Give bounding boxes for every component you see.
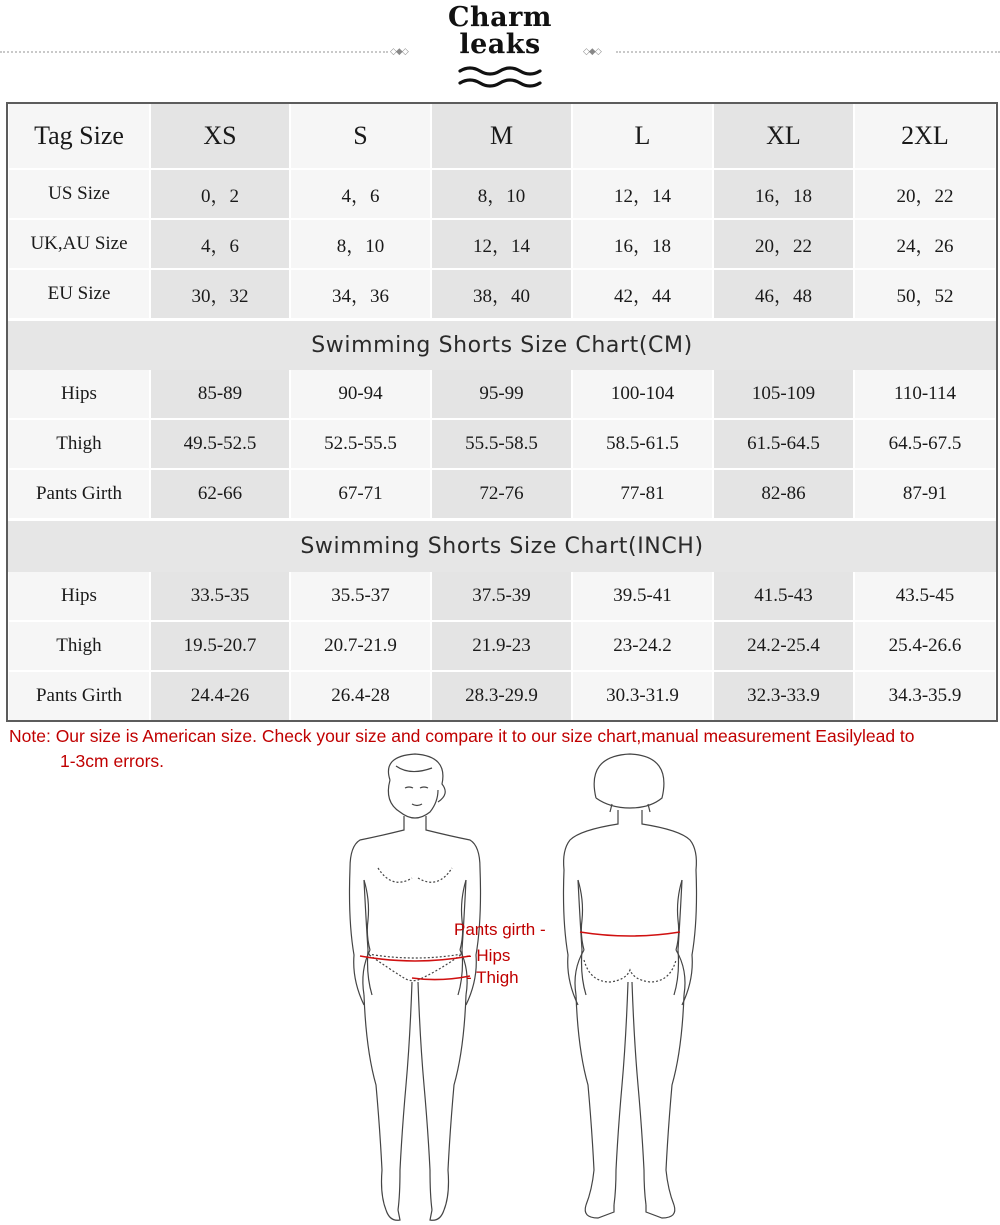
- row-label-cell: Pants Girth: [9, 470, 149, 518]
- brand-logo: [436, 4, 564, 94]
- table-cell: 77-81: [573, 470, 712, 518]
- row-label-cell: Thigh: [9, 622, 149, 670]
- table-row: [8, 220, 996, 270]
- table-cell: 72-76: [432, 470, 571, 518]
- table-cell: 0，2: [151, 170, 289, 218]
- measurement-figures: [300, 750, 720, 1225]
- table-cell: 100-104: [573, 370, 712, 418]
- table-cell: 24.4-26: [151, 672, 289, 720]
- row-label-cell: UK,AU Size: [9, 220, 149, 268]
- table-cell: 16，18: [573, 220, 712, 268]
- table-row: [8, 572, 996, 622]
- table-cell: 49.5-52.5: [151, 420, 289, 468]
- table-cell: 43.5-45: [855, 572, 995, 620]
- table-row: [8, 170, 996, 220]
- table-cell: 4，6: [151, 220, 289, 268]
- table-cell: 82-86: [714, 470, 853, 518]
- table-cell: 24.2-25.4: [714, 622, 853, 670]
- table-cell: 24，26: [855, 220, 995, 268]
- size-header-cell: L: [573, 104, 712, 168]
- table-cell: 21.9-23: [432, 622, 571, 670]
- label-thigh: - Thigh: [466, 968, 519, 987]
- row-label-cell: Hips: [9, 370, 149, 418]
- table-cell: 67-71: [291, 470, 430, 518]
- table-cell: 38，40: [432, 270, 571, 318]
- divider-left: [0, 51, 388, 53]
- size-header-cell: XS: [151, 104, 289, 168]
- section-title: Swimming Shorts Size Chart(INCH): [8, 521, 996, 572]
- table-cell: 46，48: [714, 270, 853, 318]
- table-cell: 8，10: [291, 220, 430, 268]
- table-cell: 20，22: [855, 170, 995, 218]
- table-row: [8, 270, 996, 320]
- section-title: Swimming Shorts Size Chart(CM): [8, 321, 996, 370]
- table-cell: 26.4-28: [291, 672, 430, 720]
- table-cell: 4，6: [291, 170, 430, 218]
- table-cell: 30，32: [151, 270, 289, 318]
- table-row: [8, 470, 996, 520]
- table-row: [8, 622, 996, 672]
- table-cell: 19.5-20.7: [151, 622, 289, 670]
- back-figure-icon: [540, 750, 720, 1225]
- table-cell: 12，14: [432, 220, 571, 268]
- wave-icon: [458, 64, 542, 90]
- diamond-ornament-icon: ◇◆◇: [583, 47, 601, 57]
- table-cell: 64.5-67.5: [855, 420, 995, 468]
- note-line-2: 1-3cm errors.: [60, 751, 165, 771]
- table-cell: 61.5-64.5: [714, 420, 853, 468]
- table-cell: 23-24.2: [573, 622, 712, 670]
- diamond-ornament-icon: ◇◆◇: [390, 47, 408, 57]
- table-cell: 8，10: [432, 170, 571, 218]
- table-cell: 37.5-39: [432, 572, 571, 620]
- table-cell: 35.5-37: [291, 572, 430, 620]
- table-row: [8, 672, 996, 722]
- table-cell: 50，52: [855, 270, 995, 318]
- row-label-cell: Thigh: [9, 420, 149, 468]
- table-cell: 41.5-43: [714, 572, 853, 620]
- row-label-cell: US Size: [9, 170, 149, 218]
- row-label-cell: EU Size: [9, 270, 149, 318]
- table-cell: 55.5-58.5: [432, 420, 571, 468]
- pants-girth-measure-line: [580, 932, 680, 936]
- table-cell: 58.5-61.5: [573, 420, 712, 468]
- table-cell: 62-66: [151, 470, 289, 518]
- logo-line-2: leaks: [459, 29, 541, 60]
- table-cell: 87-91: [855, 470, 995, 518]
- table-cell: 39.5-41: [573, 572, 712, 620]
- row-label-cell: Hips: [9, 572, 149, 620]
- table-cell: 85-89: [151, 370, 289, 418]
- table-cell: 90-94: [291, 370, 430, 418]
- note-line-1: Note: Our size is American size. Check your size and compare it to our size chart,manual measurement Easilylead to: [9, 726, 915, 746]
- table-cell: 20.7-21.9: [291, 622, 430, 670]
- table-row: [8, 370, 996, 420]
- label-hips: - Hips: [466, 946, 511, 965]
- table-cell: 30.3-31.9: [573, 672, 712, 720]
- header: [0, 0, 1000, 100]
- divider-right: [616, 51, 1000, 53]
- label-pants-girth: Pants girth -: [454, 920, 546, 939]
- table-cell: 32.3-33.9: [714, 672, 853, 720]
- table-cell: 95-99: [432, 370, 571, 418]
- table-cell: 34，36: [291, 270, 430, 318]
- table-cell: 105-109: [714, 370, 853, 418]
- size-header-cell: 2XL: [855, 104, 995, 168]
- table-cell: 16，18: [714, 170, 853, 218]
- size-header-cell: S: [291, 104, 430, 168]
- table-cell: 52.5-55.5: [291, 420, 430, 468]
- table-cell: 33.5-35: [151, 572, 289, 620]
- table-cell: 42，44: [573, 270, 712, 318]
- table-cell: 110-114: [855, 370, 995, 418]
- table-cell: 28.3-29.9: [432, 672, 571, 720]
- table-cell: 25.4-26.6: [855, 622, 995, 670]
- table-cell: 20，22: [714, 220, 853, 268]
- size-header-cell: M: [432, 104, 571, 168]
- row-label-cell: Pants Girth: [9, 672, 149, 720]
- size-chart-table: [6, 102, 998, 722]
- table-row: [8, 420, 996, 470]
- header-row: [8, 104, 996, 170]
- size-header-cell: XL: [714, 104, 853, 168]
- table-cell: 12，14: [573, 170, 712, 218]
- logo-line-1: Charm: [448, 2, 552, 33]
- header-label-cell: Tag Size: [9, 104, 149, 168]
- table-cell: 34.3-35.9: [855, 672, 995, 720]
